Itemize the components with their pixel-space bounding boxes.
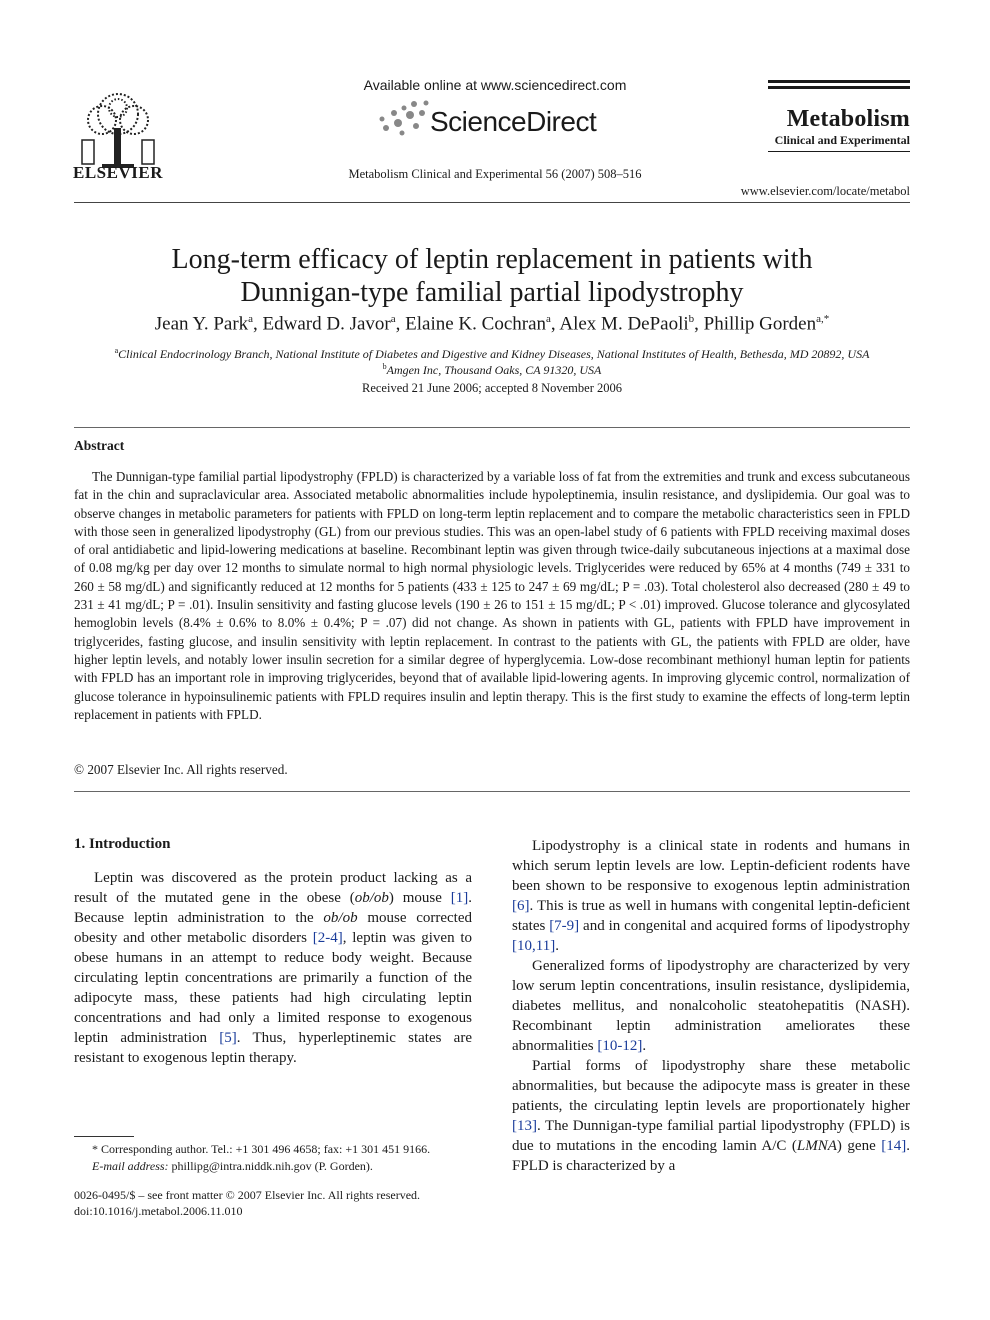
paragraph-text: ) gene — [836, 1138, 882, 1154]
section-heading-introduction: 1. Introduction — [74, 836, 171, 852]
journal-title: Metabolism — [786, 106, 910, 132]
affiliation-a-text: Clinical Endocrinology Branch, National Institute of Diabetes and Digestive and Kidney Diseases, National Institutes of Health, Bethesda, MD 20892, USA — [118, 347, 870, 361]
citation-link[interactable]: [14] — [881, 1138, 907, 1154]
paragraph-text: . — [642, 1038, 647, 1054]
author-affiliation-mark: a,* — [816, 313, 830, 325]
article-title — [74, 243, 910, 309]
footnote-rule — [74, 1136, 134, 1137]
affiliation-a-mark: a — [114, 346, 119, 355]
article-title-line-1: Long-term efficacy of leptin replacement in patients with — [171, 244, 813, 275]
paragraph-text: . FPLD is characterized by a — [512, 1138, 910, 1174]
affiliation-b-mark: b — [382, 362, 387, 371]
journal-url-link[interactable]: www.elsevier.com/locate/metabol — [740, 184, 910, 198]
front-matter-note: 0026-0495/$ – see front matter © 2007 Elsevier Inc. All rights reserved. — [74, 1188, 421, 1202]
citation-link[interactable]: [5] — [219, 1030, 237, 1046]
journal-subtitle: Clinical and Experimental — [774, 133, 910, 147]
citation-link[interactable]: [7-9] — [549, 918, 580, 934]
citation-link[interactable]: [10-12] — [597, 1038, 643, 1054]
corresponding-author-note: * Corresponding author. Tel.: +1 301 496 4658; fax: +1 301 451 9166. — [92, 1142, 431, 1156]
journal-citation: Metabolism Clinical and Experimental 56 (2007) 508–516 — [348, 167, 642, 181]
intro-paragraph — [512, 836, 910, 956]
paragraph-text: . Because leptin administration to the — [74, 890, 472, 926]
citation-link[interactable]: [13] — [512, 1118, 537, 1134]
paragraph-text: ) mouse — [388, 890, 451, 906]
affiliation-a — [60, 346, 924, 362]
sciencedirect-wordmark: ScienceDirect — [430, 106, 597, 137]
citation-link[interactable]: [10,11] — [512, 938, 556, 954]
italic-text: LMNA — [796, 1138, 837, 1154]
paragraph-text: . The Dunnigan-type familial partial lipodystrophy (FPLD) is due to mutations in the encoding lamin A/C ( — [512, 1118, 910, 1154]
paragraph-text: Lipodystrophy is a clinical state in rodents and humans in which serum leptin levels are low. Leptin-deficient rodents have been shown to be responsive to exogenous leptin administration — [512, 838, 910, 894]
italic-text: ob/ob — [354, 890, 389, 906]
paragraph-text: mouse corrected obesity and other metabolic disorders — [74, 910, 473, 946]
article-title-line-2: Dunnigan-type familial partial lipodystrophy — [240, 277, 744, 308]
author-affiliation-mark: b — [688, 313, 695, 325]
citation-link[interactable]: [6] — [512, 898, 530, 914]
affiliation-b-text: Amgen Inc, Thousand Oaks, CA 91320, USA — [386, 363, 602, 377]
author-separator: , — [395, 313, 406, 335]
paragraph-text: . — [555, 938, 559, 954]
author-separator: , — [694, 313, 704, 335]
paragraph-text: . Thus, hyperleptinemic states are resistant to exogenous leptin therapy. — [74, 1030, 472, 1066]
author-name: Elaine K. Cochran — [405, 313, 547, 335]
received-dates: Received 21 June 2006; accepted 8 November 2006 — [362, 381, 622, 395]
intro-right-column — [512, 836, 910, 1176]
abstract-heading: Abstract — [74, 438, 125, 453]
citation-link[interactable]: [2-4] — [312, 930, 343, 946]
paragraph-text: Leptin was discovered as the protein product lacking as a result of the mutated gene in the obese ( — [74, 870, 472, 906]
author-affiliation-mark: a — [390, 313, 396, 325]
italic-text: ob/ob — [323, 910, 358, 926]
author-name: Jean Y. Park — [154, 313, 249, 335]
doi-link[interactable]: doi:10.1016/j.metabol.2006.11.010 — [74, 1204, 243, 1218]
paragraph-text: Partial forms of lipodystrophy share these metabolic abnormalities, but because the adipocyte mass is greater in these patients, the circulating leptin levels are proportionately higher — [512, 1058, 910, 1114]
author-affiliation-mark: a — [248, 313, 254, 325]
intro-paragraph — [74, 868, 472, 1068]
intro-left-column — [74, 868, 472, 1068]
intro-paragraph — [512, 956, 910, 1056]
abstract-top-rule — [74, 427, 910, 428]
author-name: Phillip Gorden — [703, 313, 817, 335]
author-separator: , — [550, 313, 560, 335]
author-list — [74, 313, 910, 335]
intro-paragraph — [512, 1056, 910, 1176]
publisher-name: ELSEVIER — [73, 163, 163, 182]
email-address[interactable]: phillipg@intra.niddk.nih.gov (P. Gorden). — [168, 1159, 373, 1173]
author-name: Edward D. Javor — [262, 313, 391, 335]
paragraph-text: and in congenital and acquired forms of lipodystrophy — [579, 918, 910, 934]
abstract-bottom-rule — [74, 791, 910, 792]
journal-divider — [768, 151, 910, 152]
available-online-text[interactable]: Available online at www.sciencedirect.com — [363, 77, 627, 93]
email-label: E-mail address: — [92, 1159, 169, 1173]
author-affiliation-mark: a — [546, 313, 551, 325]
paragraph-text: , leptin was given to obese humans in an attempt to reduce body weight. Because circulating leptin concentrations are primarily a function of the adipocyte mass, these patients had high circulating leptin concentrations and had only a limited response to exogenous leptin administration — [74, 930, 472, 1046]
citation-link[interactable]: [1] — [450, 890, 469, 906]
abstract-text: The Dunnigan-type familial partial lipodystrophy (FPLD) is characterized by a variable loss of fat from the extremities and trunk and excess subcutaneous fat in the chin and supraclavicular area. Associated metabolic abnormalities include hypoleptinemia, insulin resistance, and dyslipidemia. Our goal was to observe changes in metabolic parameters for patients with FPLD on long-term leptin replacement and to compare the metabolic characteristics seen in FPLD with those seen in generalized lipodystrophy (GL) from our previous studies. This was an open-label study of 6 patients with FPLD receiving maximal doses of oral antidiabetic and lipid-lowering medications at baseline. Recombinant leptin was given through twice-daily subcutaneous injections at a maximal dose of 0.08 mg/kg per day over 12 months to simulate normal to high normal physiologic levels. Triglycerides were reduced by 65% at 4 months (749 ± 331 to 260 ± 58 mg/dL) and significantly reduced at 12 months for 5 patients (433 ± 125 to 247 ± 69 mg/dL; P = .03). Total cholesterol also decreased (280 ± 49 to 231 ± 41 mg/dL; P = .01). Insulin sensitivity and fasting glucose levels (190 ± 26 to 151 ± 15 mg/dL; P < .01) improved. Glucose tolerance and glycosylated hemoglobin levels (8.4% ± 0.6% to 8.0% ± 0.4%; P = .07) did not change. As shown in patients with GL, patients with FPLD have improvement in triglycerides, fasting glucose, and insulin sensitivity with leptin replacement. In contrast to the patients with GL, the patients with FPLD are older, have higher leptin levels, and notably lower insulin secretion for a similar degree of hyperglycemia. Low-dose recombinant methionyl human leptin for patients with FPLD has an important role in improving triglycerides, beyond that of available lipid-lowering agents. In improving glycemic control, normalization of glucose tolerance in hypoinsulinemic patients with FPLD requires insulin and leptin therapy. This is the first study to examine the effects of long-term leptin replacement in patients with FPLD. — [74, 469, 910, 722]
paragraph-text: Generalized forms of lipodystrophy are characterized by very low serum leptin concentrations, insulin resistance, dyslipidemia, diabetes mellitus, and nonalcoholic steatohepatitis (NASH). Recombinant leptin administration ameliorates these abnormalities — [512, 958, 910, 1054]
affiliation-b — [60, 362, 924, 378]
abstract-copyright: © 2007 Elsevier Inc. All rights reserved. — [74, 762, 288, 777]
author-name: Alex M. DePaoli — [559, 313, 689, 335]
journal-header-bars — [768, 80, 910, 92]
email-note — [92, 1159, 373, 1174]
header-divider — [74, 202, 910, 203]
paragraph-text: . This is true as well in humans with congenital leptin-deficient states — [512, 898, 910, 934]
author-separator: , — [253, 313, 263, 335]
